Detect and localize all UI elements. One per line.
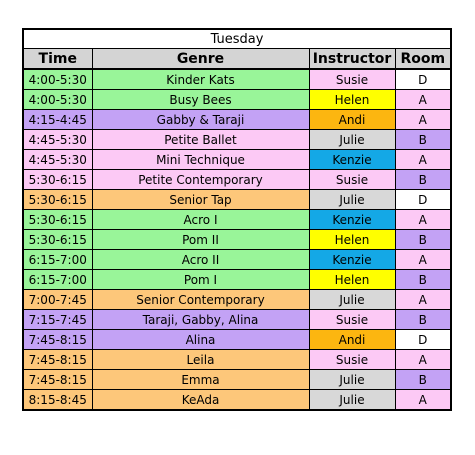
table-row xyxy=(23,370,451,390)
instructor-cell: Helen xyxy=(309,230,395,250)
room-cell: A xyxy=(395,150,451,170)
time-cell: 4:00-5:30 xyxy=(23,69,92,90)
table-row xyxy=(23,150,451,170)
header-instructor: Instructor xyxy=(309,49,395,70)
table-row xyxy=(23,390,451,411)
time-cell: 7:15-7:45 xyxy=(23,310,92,330)
genre-cell: Gabby & Taraji xyxy=(92,110,309,130)
instructor-cell: Julie xyxy=(309,190,395,210)
time-cell: 4:45-5:30 xyxy=(23,130,92,150)
instructor-cell: Julie xyxy=(309,370,395,390)
room-cell: B xyxy=(395,270,451,290)
room-cell: B xyxy=(395,130,451,150)
instructor-cell: Susie xyxy=(309,170,395,190)
genre-cell: Mini Technique xyxy=(92,150,309,170)
time-cell: 7:45-8:15 xyxy=(23,330,92,350)
genre-cell: Acro II xyxy=(92,250,309,270)
time-cell: 7:45-8:15 xyxy=(23,370,92,390)
header-genre: Genre xyxy=(92,49,309,70)
table-row xyxy=(23,170,451,190)
table-row xyxy=(23,210,451,230)
time-cell: 4:45-5:30 xyxy=(23,150,92,170)
genre-cell: KeAda xyxy=(92,390,309,411)
table-row xyxy=(23,250,451,270)
instructor-cell: Susie xyxy=(309,350,395,370)
genre-cell: Taraji, Gabby, Alina xyxy=(92,310,309,330)
genre-cell: Senior Tap xyxy=(92,190,309,210)
room-cell: D xyxy=(395,190,451,210)
instructor-cell: Julie xyxy=(309,390,395,411)
table-row xyxy=(23,90,451,110)
room-cell: B xyxy=(395,310,451,330)
genre-cell: Petite Ballet xyxy=(92,130,309,150)
header-time: Time xyxy=(23,49,92,70)
table-row xyxy=(23,310,451,330)
time-cell: 8:15-8:45 xyxy=(23,390,92,411)
table-row xyxy=(23,230,451,250)
table-row xyxy=(23,350,451,370)
instructor-cell: Andi xyxy=(309,330,395,350)
genre-cell: Petite Contemporary xyxy=(92,170,309,190)
instructor-cell: Julie xyxy=(309,130,395,150)
time-cell: 4:15-4:45 xyxy=(23,110,92,130)
instructor-cell: Kenzie xyxy=(309,150,395,170)
header-row xyxy=(23,49,451,70)
room-cell: B xyxy=(395,170,451,190)
room-cell: B xyxy=(395,370,451,390)
title-row xyxy=(23,29,451,49)
room-cell: A xyxy=(395,90,451,110)
instructor-cell: Helen xyxy=(309,90,395,110)
genre-cell: Pom II xyxy=(92,230,309,250)
room-cell: A xyxy=(395,350,451,370)
instructor-cell: Helen xyxy=(309,270,395,290)
time-cell: 7:45-8:15 xyxy=(23,350,92,370)
time-cell: 6:15-7:00 xyxy=(23,250,92,270)
genre-cell: Emma xyxy=(92,370,309,390)
table-row xyxy=(23,290,451,310)
time-cell: 5:30-6:15 xyxy=(23,170,92,190)
genre-cell: Senior Contemporary xyxy=(92,290,309,310)
table-row xyxy=(23,130,451,150)
room-cell: B xyxy=(395,230,451,250)
room-cell: A xyxy=(395,250,451,270)
table-row xyxy=(23,190,451,210)
genre-cell: Leila xyxy=(92,350,309,370)
genre-cell: Busy Bees xyxy=(92,90,309,110)
genre-cell: Pom I xyxy=(92,270,309,290)
schedule-body xyxy=(23,29,451,410)
instructor-cell: Kenzie xyxy=(309,210,395,230)
time-cell: 5:30-6:15 xyxy=(23,230,92,250)
instructor-cell: Susie xyxy=(309,310,395,330)
genre-cell: Acro I xyxy=(92,210,309,230)
instructor-cell: Julie xyxy=(309,290,395,310)
genre-cell: Alina xyxy=(92,330,309,350)
table-row xyxy=(23,270,451,290)
table-row xyxy=(23,69,451,90)
schedule-table xyxy=(22,28,452,411)
room-cell: A xyxy=(395,210,451,230)
instructor-cell: Susie xyxy=(309,69,395,90)
room-cell: D xyxy=(395,330,451,350)
room-cell: A xyxy=(395,290,451,310)
table-row xyxy=(23,110,451,130)
header-room: Room xyxy=(395,49,451,70)
time-cell: 5:30-6:15 xyxy=(23,190,92,210)
day-title: Tuesday xyxy=(23,29,451,49)
genre-cell: Kinder Kats xyxy=(92,69,309,90)
room-cell: D xyxy=(395,69,451,90)
table-row xyxy=(23,330,451,350)
time-cell: 7:00-7:45 xyxy=(23,290,92,310)
time-cell: 5:30-6:15 xyxy=(23,210,92,230)
time-cell: 4:00-5:30 xyxy=(23,90,92,110)
room-cell: A xyxy=(395,110,451,130)
time-cell: 6:15-7:00 xyxy=(23,270,92,290)
room-cell: A xyxy=(395,390,451,411)
instructor-cell: Kenzie xyxy=(309,250,395,270)
instructor-cell: Andi xyxy=(309,110,395,130)
